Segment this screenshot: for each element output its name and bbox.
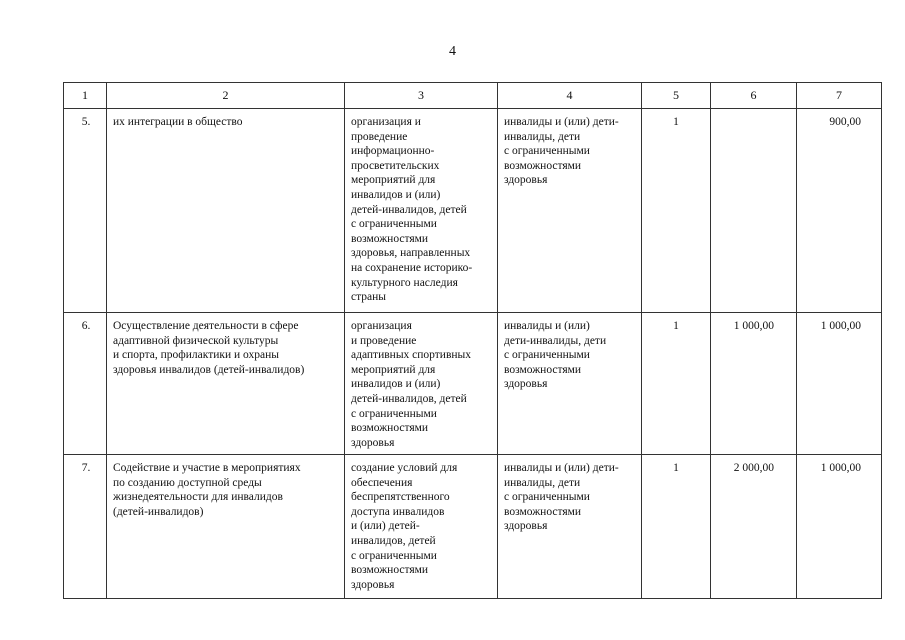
column-header-7: 7 <box>797 83 882 109</box>
table-row <box>64 455 882 599</box>
column-header-2: 2 <box>107 83 345 109</box>
document-table <box>63 82 882 599</box>
column-header-5: 5 <box>642 83 711 109</box>
column-6-cell: 1 000,00 <box>711 313 797 455</box>
content-cell: организация и проведение адаптивных спортивных мероприятий для инвалидов и (или) детей-инвалидов, детей с ограниченными возможностями здоровья <box>345 313 498 455</box>
measure-cell: их интеграции в общество <box>107 109 345 313</box>
column-7-cell: 1 000,00 <box>797 313 882 455</box>
table-header-row <box>64 83 882 109</box>
column-header-4: 4 <box>498 83 642 109</box>
target-group-cell: инвалиды и (или) дети-инвалиды, дети с ограниченными возможностями здоровья <box>498 313 642 455</box>
page-number: 4 <box>449 44 456 59</box>
measure-cell: Содействие и участие в мероприятиях по созданию доступной среды жизнедеятельности для инвалидов (детей-инвалидов) <box>107 455 345 599</box>
column-7-cell: 1 000,00 <box>797 455 882 599</box>
column-5-cell: 1 <box>642 313 711 455</box>
column-6-cell <box>711 109 797 313</box>
content-cell: создание условий для обеспечения беспрепятственного доступа инвалидов и (или) детей- инвалидов, детей с ограниченными возможностями здоровья <box>345 455 498 599</box>
column-header-6: 6 <box>711 83 797 109</box>
content-cell: организация и проведение информационно- просветительских мероприятий для инвалидов и (или) детей-инвалидов, детей с ограниченными возможностями здоровья, направленных на сохранение историко- культурного наследия страны <box>345 109 498 313</box>
row-number-cell: 7. <box>64 455 107 599</box>
column-7-cell: 900,00 <box>797 109 882 313</box>
target-group-cell: инвалиды и (или) дети- инвалиды, дети с ограниченными возможностями здоровья <box>498 109 642 313</box>
column-6-cell: 2 000,00 <box>711 455 797 599</box>
table-row <box>64 109 882 313</box>
column-header-1: 1 <box>64 83 107 109</box>
column-header-3: 3 <box>345 83 498 109</box>
row-number-cell: 5. <box>64 109 107 313</box>
column-5-cell: 1 <box>642 455 711 599</box>
measure-cell: Осуществление деятельности в сфере адаптивной физической культуры и спорта, профилактики и охраны здоровья инвалидов (детей-инвалидов) <box>107 313 345 455</box>
table-row <box>64 313 882 455</box>
column-5-cell: 1 <box>642 109 711 313</box>
row-number-cell: 6. <box>64 313 107 455</box>
target-group-cell: инвалиды и (или) дети- инвалиды, дети с ограниченными возможностями здоровья <box>498 455 642 599</box>
